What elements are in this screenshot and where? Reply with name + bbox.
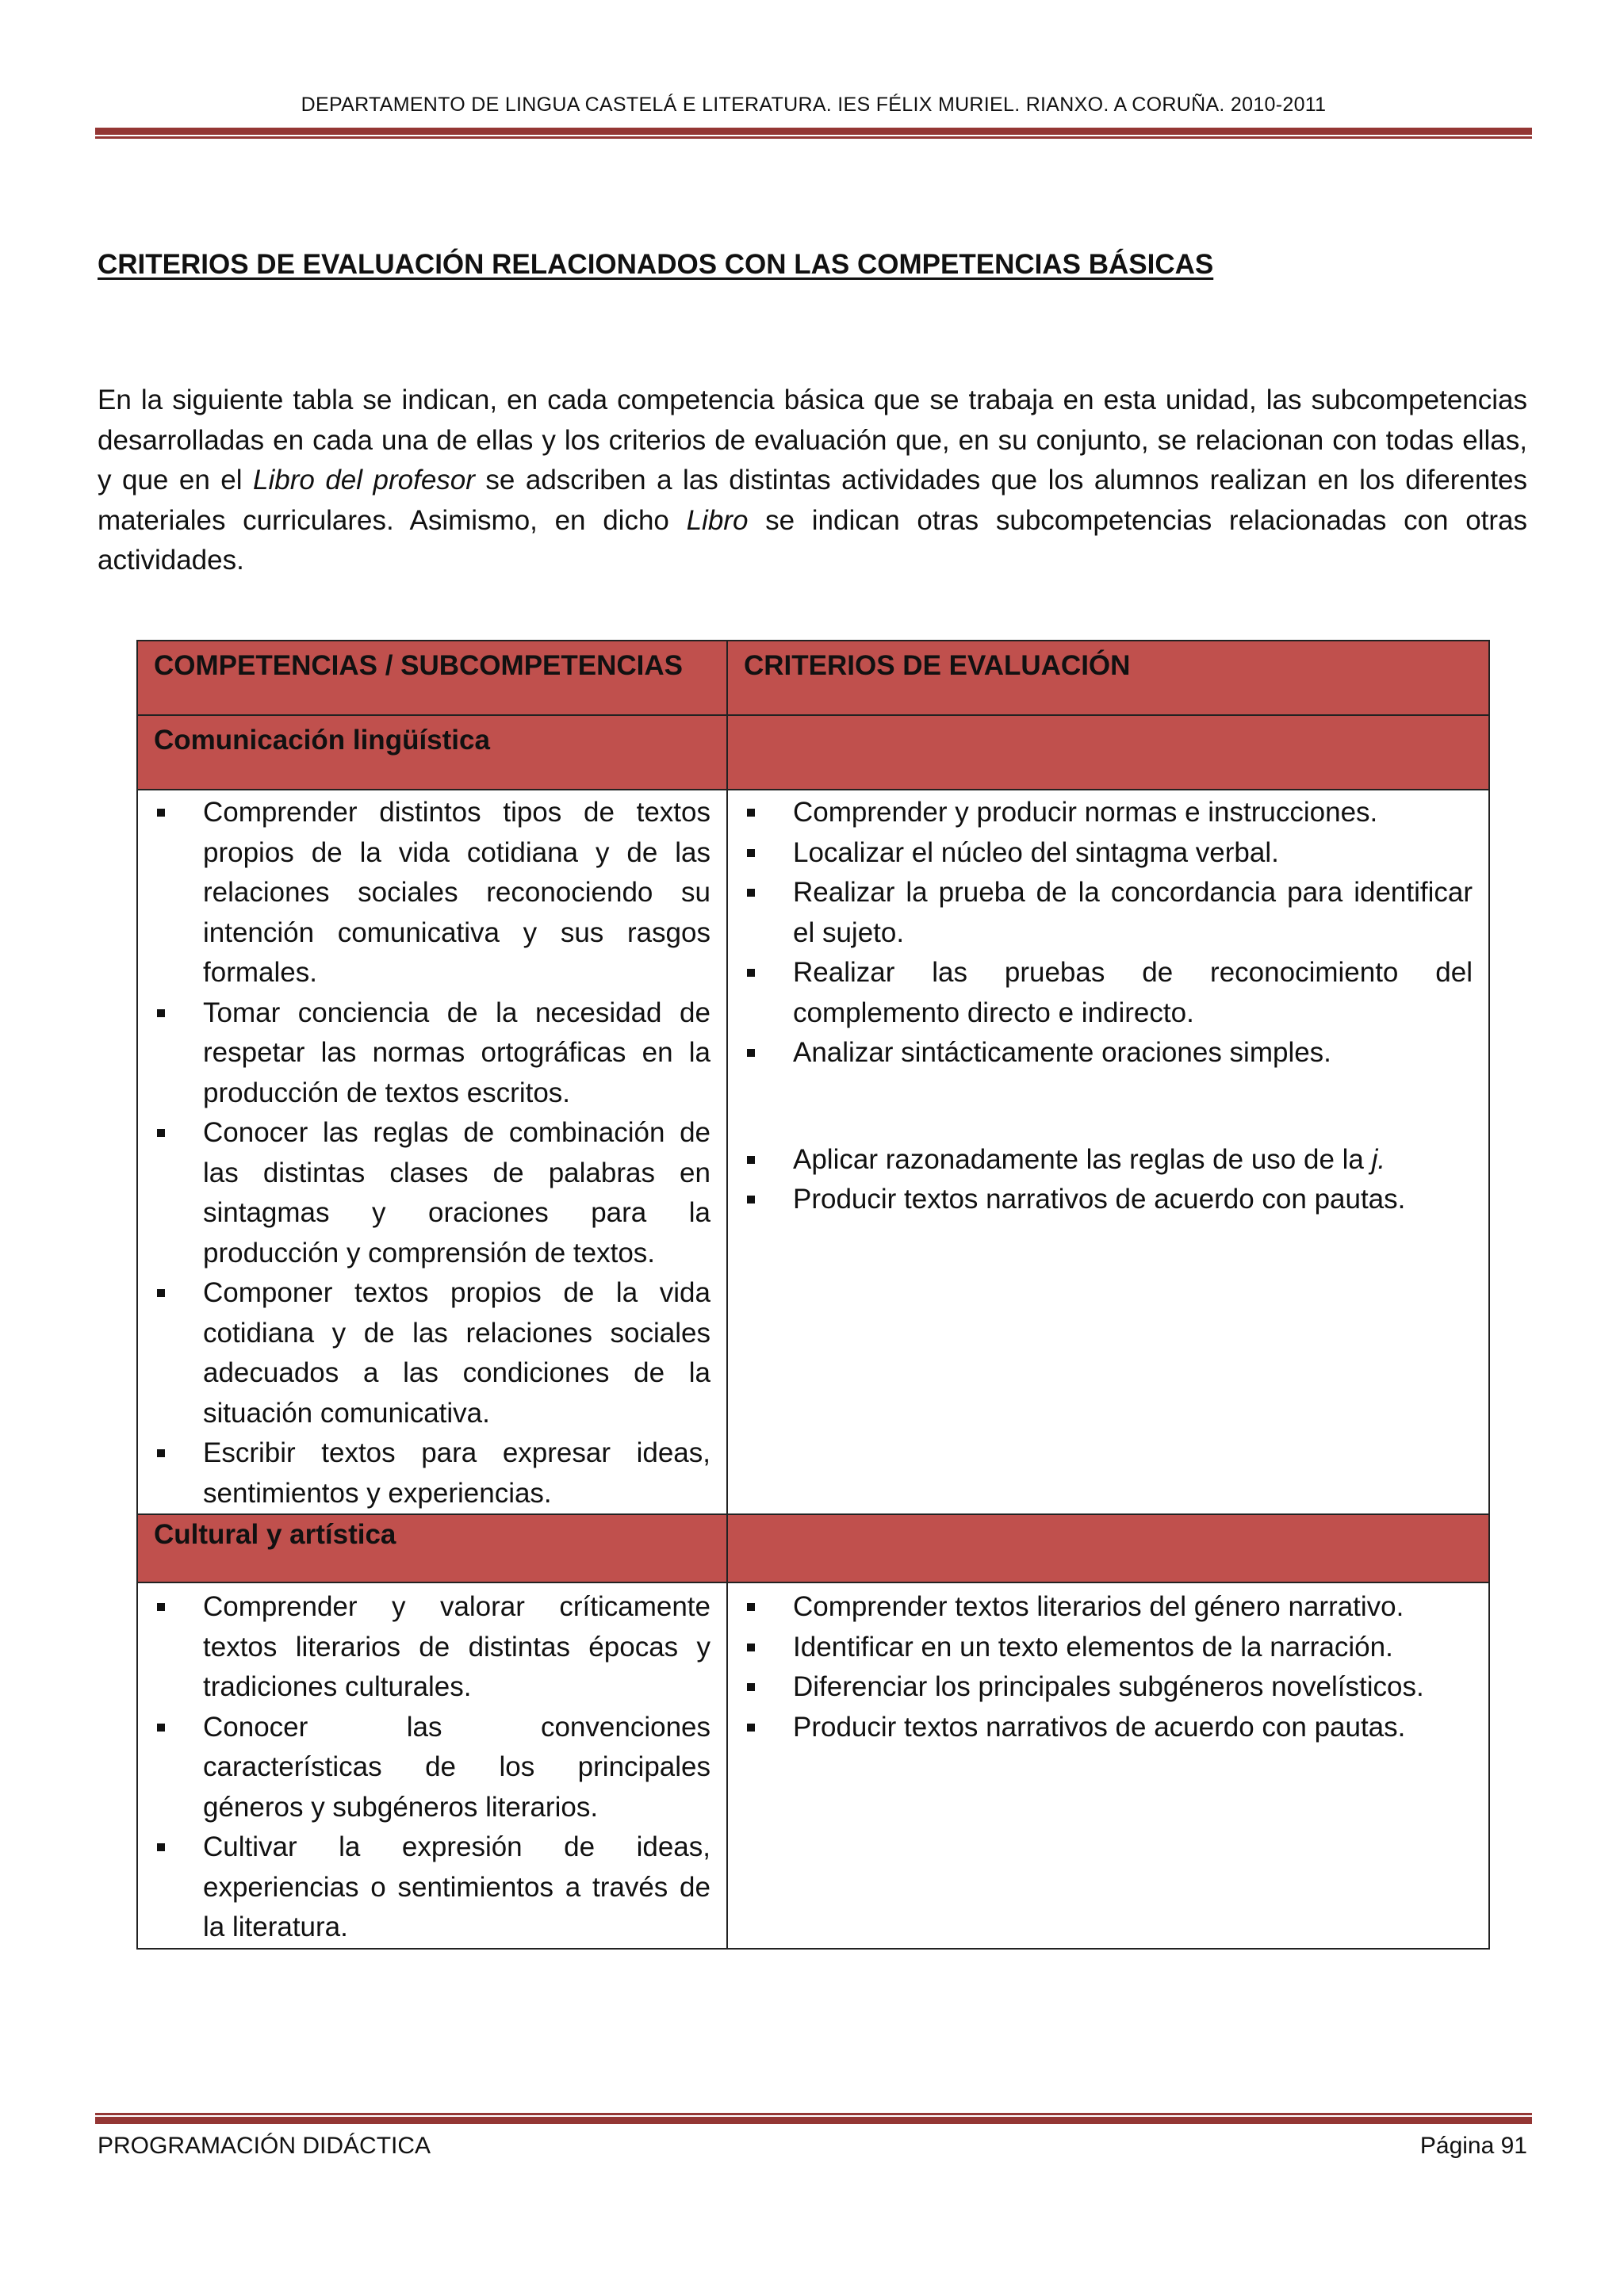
square-bullet-icon bbox=[747, 1644, 755, 1651]
square-bullet-icon bbox=[747, 889, 755, 897]
intro-italic-libro-profesor: Libro del profesor bbox=[253, 465, 475, 496]
square-bullet-icon bbox=[747, 1156, 755, 1164]
table-row bbox=[137, 790, 1489, 1514]
square-bullet-icon bbox=[747, 1049, 755, 1057]
list-item bbox=[154, 993, 710, 1114]
subcompetencias-cell bbox=[137, 790, 727, 1514]
list-item-text: Realizar las pruebas de reconocimiento del complemento directo e indirecto. bbox=[793, 957, 1473, 1028]
list-item-text: Conocer las convenciones características de los principales géneros y subgéneros literarios. bbox=[203, 1711, 710, 1823]
list-item-text: Tomar conciencia de la necesidad de respetar las normas ortográficas en la producción de textos escritos. bbox=[203, 997, 710, 1108]
col-header-criterios: CRITERIOS DE EVALUACIÓN bbox=[727, 641, 1489, 715]
category-row bbox=[137, 1514, 1489, 1582]
list-item bbox=[744, 1628, 1473, 1668]
list-item bbox=[154, 1113, 710, 1273]
list-item-text: Localizar el núcleo del sintagma verbal. bbox=[793, 836, 1279, 868]
list-spacer bbox=[744, 1073, 1473, 1140]
square-bullet-icon bbox=[157, 1843, 165, 1851]
square-bullet-icon bbox=[747, 1724, 755, 1732]
list-item bbox=[744, 1667, 1473, 1708]
section-title: CRITERIOS DE EVALUACIÓN RELACIONADOS CON LAS COMPETENCIAS BÁSICAS bbox=[98, 249, 1214, 280]
list-item bbox=[744, 1033, 1473, 1073]
square-bullet-icon bbox=[157, 1289, 165, 1297]
list-item-text: Componer textos propios de la vida cotidiana y de las relaciones sociales adecuados a las condiciones de la situación comunicativa. bbox=[203, 1277, 710, 1429]
list-item-text: Identificar en un texto elementos de la narración. bbox=[793, 1631, 1393, 1663]
footer-title: PROGRAMACIÓN DIDÁCTICA bbox=[98, 2133, 431, 2159]
list-item-text: Comprender y producir normas e instrucciones. bbox=[793, 797, 1378, 828]
category-cultural: Cultural y artística bbox=[137, 1514, 727, 1582]
intro-text-2: se adscriben a las distintas actividades que los alumnos realizan en los diferentes materiales curriculares. Asimismo, en dicho bbox=[98, 465, 1528, 536]
square-bullet-icon bbox=[157, 809, 165, 817]
footer-rule-thick bbox=[95, 2117, 1532, 2124]
list-item-text: Cultivar la expresión de ideas, experiencias o sentimientos a través de la literatura. bbox=[203, 1831, 710, 1942]
list-item bbox=[744, 1708, 1473, 1748]
square-bullet-icon bbox=[747, 1603, 755, 1611]
criterios-cell bbox=[727, 790, 1489, 1514]
intro-italic-libro: Libro bbox=[686, 504, 749, 536]
list-item-text: Comprender textos literarios del género narrativo. bbox=[793, 1591, 1404, 1622]
list-item bbox=[744, 953, 1473, 1033]
list-item bbox=[744, 1180, 1473, 1220]
square-bullet-icon bbox=[747, 849, 755, 857]
list-item bbox=[154, 1433, 710, 1513]
list-item bbox=[744, 873, 1473, 953]
category-empty-cell bbox=[727, 1514, 1489, 1582]
criterios-list bbox=[744, 793, 1473, 1073]
criterios-list bbox=[744, 1587, 1473, 1747]
list-item-italic: j. bbox=[1371, 1143, 1386, 1175]
list-item bbox=[744, 833, 1473, 874]
list-item bbox=[154, 1827, 710, 1948]
header-rule-thick bbox=[95, 128, 1532, 135]
list-item bbox=[154, 1273, 710, 1433]
criterios-list-b bbox=[744, 1140, 1473, 1220]
subcompetencias-list bbox=[154, 793, 710, 1513]
list-item bbox=[154, 793, 710, 993]
square-bullet-icon bbox=[157, 1724, 165, 1732]
intro-text-1: En la siguiente tabla se indican, en cada competencia básica que se trabaja en esta unidad, las subcompetencias desarrolladas en cada una de ellas y los criterios de evaluación que, en su conjunto, se relacionan con todas ellas, y que en el bbox=[98, 385, 1527, 496]
list-item-text: Aplicar razonadamente las reglas de uso de la bbox=[793, 1143, 1372, 1175]
subcompetencias-cell bbox=[137, 1582, 727, 1949]
list-item bbox=[154, 1587, 710, 1708]
square-bullet-icon bbox=[747, 809, 755, 817]
criterios-cell bbox=[727, 1582, 1489, 1949]
list-item-text: Realizar la prueba de la concordancia para identificar el sujeto. bbox=[793, 877, 1473, 948]
square-bullet-icon bbox=[747, 969, 755, 977]
list-item-text: Escribir textos para expresar ideas, sentimientos y experiencias. bbox=[203, 1437, 710, 1509]
list-item-text: Producir textos narrativos de acuerdo con pautas. bbox=[793, 1184, 1406, 1215]
table-header-row bbox=[137, 641, 1489, 715]
list-item-text: Analizar sintácticamente oraciones simples. bbox=[793, 1037, 1331, 1068]
list-item-text: Producir textos narrativos de acuerdo con pautas. bbox=[793, 1711, 1406, 1743]
list-item-text: Diferenciar los principales subgéneros novelísticos. bbox=[793, 1671, 1424, 1702]
list-item bbox=[744, 1140, 1473, 1181]
list-item bbox=[154, 1708, 710, 1828]
list-item-text: Comprender y valorar críticamente textos literarios de distintas épocas y tradiciones culturales. bbox=[203, 1591, 710, 1702]
list-item-text: Comprender distintos tipos de textos propios de la vida cotidiana y de las relaciones sociales reconociendo su intención comunicativa y sus rasgos formales. bbox=[203, 797, 710, 988]
list-item bbox=[744, 1587, 1473, 1628]
square-bullet-icon bbox=[157, 1009, 165, 1017]
category-row bbox=[137, 715, 1489, 790]
category-comunicacion: Comunicación lingüística bbox=[137, 715, 727, 790]
list-item-text: Conocer las reglas de combinación de las distintas clases de palabras en sintagmas y oraciones para la producción y comprensión de textos. bbox=[203, 1117, 710, 1269]
footer-rule-thin bbox=[95, 2113, 1532, 2115]
list-item bbox=[744, 793, 1473, 833]
header-rule-thin bbox=[95, 136, 1532, 139]
competencias-table bbox=[136, 640, 1490, 1950]
category-empty-cell bbox=[727, 715, 1489, 790]
square-bullet-icon bbox=[157, 1603, 165, 1611]
table-row bbox=[137, 1582, 1489, 1949]
square-bullet-icon bbox=[747, 1196, 755, 1203]
square-bullet-icon bbox=[747, 1683, 755, 1691]
intro-paragraph bbox=[98, 381, 1527, 581]
page-header: DEPARTAMENTO DE LINGUA CASTELÁ E LITERATURA. IES FÉLIX MURIEL. RIANXO. A CORUÑA. 2010-2011 bbox=[301, 94, 1327, 116]
subcompetencias-list bbox=[154, 1587, 710, 1948]
square-bullet-icon bbox=[157, 1129, 165, 1137]
square-bullet-icon bbox=[157, 1449, 165, 1457]
col-header-competencias: COMPETENCIAS / SUBCOMPETENCIAS bbox=[137, 641, 727, 715]
page-number: Página 91 bbox=[1419, 2133, 1527, 2159]
intro-text-3: se indican otras subcompetencias relacionadas con otras actividades. bbox=[98, 504, 1528, 576]
